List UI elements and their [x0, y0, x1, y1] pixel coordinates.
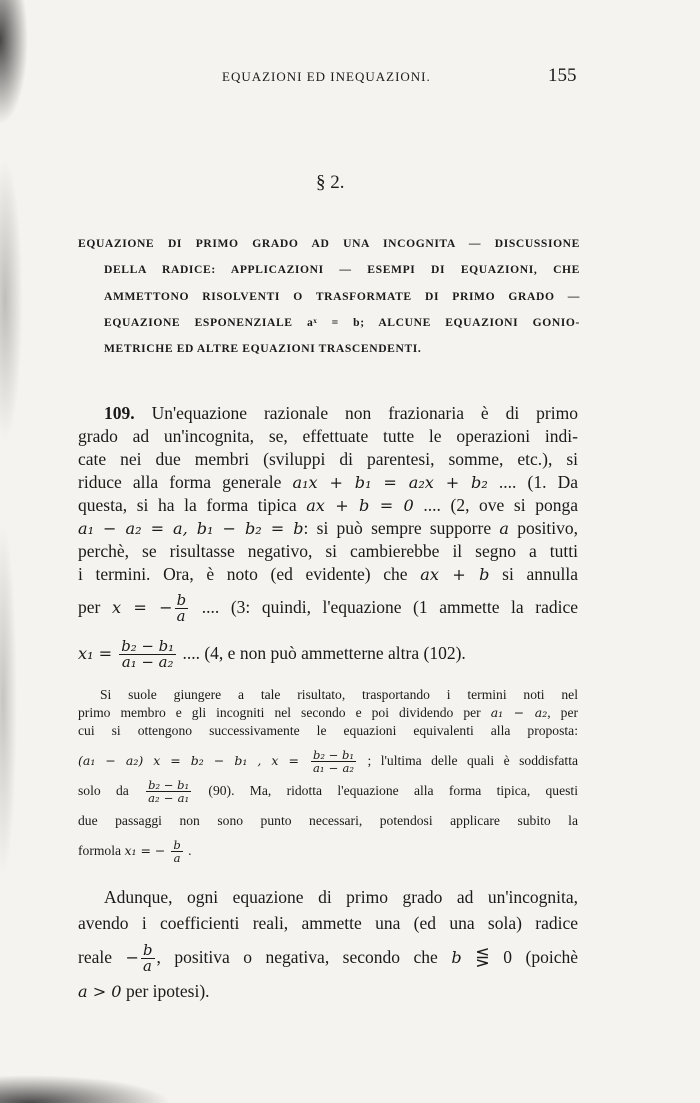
- text-run: avendo i coefficienti reali, ammette una (ed una sola) radice: [78, 913, 578, 933]
- scan-edge-shadow: [0, 0, 70, 1103]
- text-run: , positiva o negativa, secondo che: [156, 947, 452, 967]
- fraction-denominator: a: [141, 958, 155, 975]
- fraction: [311, 749, 356, 774]
- math-expression: a: [499, 519, 509, 538]
- fraction-denominator: a₁ − a₂: [119, 654, 176, 671]
- page-number: 155: [548, 65, 577, 86]
- text-run: riduce alla forma generale: [78, 472, 293, 492]
- heading-line: DELLA RADICE: APPLICAZIONI — ESEMPI DI EQUAZIONI, CHE: [104, 263, 580, 276]
- section-number: § 2.: [316, 172, 345, 193]
- heading-line: AMMETTONO RISOLVENTI O TRASFORMATE DI PRIMO GRADO —: [104, 290, 580, 303]
- text-run: formola: [78, 843, 125, 858]
- math-expression: ax + b = 0: [306, 496, 414, 515]
- text-line: [104, 886, 578, 908]
- fraction-denominator: a: [171, 851, 182, 864]
- math-expression: x = −: [111, 598, 173, 617]
- math-expression: a > 0: [78, 982, 122, 1001]
- text-run: , per: [547, 705, 578, 720]
- heading-line: EQUAZIONE ESPONENZIALE aˣ = b; ALCUNE EQUAZIONI GONIO-: [104, 316, 580, 329]
- fraction-numerator: b₂ − b₁: [312, 748, 355, 763]
- text-run: .... (1. Da: [487, 472, 579, 492]
- text-run: primo membro e gli incogniti nel secondo e poi dividendo per: [78, 705, 491, 720]
- text-run: .: [184, 843, 192, 858]
- heading-line: METRICHE ED ALTRE EQUAZIONI TRASCENDENTI.: [104, 342, 422, 355]
- text-run: cate nei due membri (sviluppi di parentesi, somme, etc.), si: [78, 449, 578, 469]
- math-expression: a₁ − a₂: [490, 705, 548, 720]
- text-run: cui si ottengono successivamente le equazioni equivalenti alla proposta:: [78, 723, 578, 738]
- text-line: [78, 912, 578, 934]
- text-run: positivo,: [508, 518, 578, 538]
- heading-line: EQUAZIONE DI PRIMO GRADO AD UNA INCOGNITA — DISCUSSIONE: [78, 237, 580, 250]
- text-run: solo da: [78, 783, 145, 798]
- text-run: per: [78, 597, 112, 617]
- text-run: : si può sempre supporre: [303, 518, 500, 538]
- math-expression: ax + b: [420, 565, 490, 584]
- text-line: [78, 720, 578, 742]
- text-line: [78, 636, 578, 672]
- text-line: [104, 402, 578, 424]
- text-run: .... (3: quindi, l'equazione (1 ammette la radice: [190, 597, 578, 617]
- math-expression: (a₁ − a₂) x = b₂ − b₁ , x =: [78, 753, 309, 768]
- text-run: questa, si ha la forma tipica: [78, 495, 307, 515]
- text-line: [78, 980, 578, 1002]
- fraction-numerator: b: [176, 590, 187, 609]
- running-title: EQUAZIONI ED INEQUAZIONI.: [222, 69, 431, 84]
- text-run: due passaggi non sono punto necessari, potendosi applicare subito la: [78, 813, 578, 828]
- fraction-numerator: b₂ − b₁: [121, 636, 175, 655]
- text-line: [78, 810, 578, 832]
- text-run: .... (4, e non può ammetterne altra (102).: [178, 643, 466, 663]
- text-line: [78, 471, 578, 493]
- text-line: [78, 563, 578, 585]
- fraction-numerator: b₂ − b₁: [148, 778, 190, 793]
- text-run: Un'equazione razionale non frazionaria è di primo: [134, 403, 578, 423]
- text-line: [78, 778, 578, 806]
- text-line: [78, 838, 578, 866]
- text-run: per ipotesi).: [121, 981, 210, 1001]
- text-run: Adunque, ogni equazione di primo grado ad un'incognita,: [104, 887, 578, 907]
- fraction: [175, 590, 189, 626]
- fraction-numerator: b: [173, 838, 181, 853]
- fraction: [141, 940, 155, 976]
- text-line: [78, 517, 578, 539]
- text-run: ⋚ 0 (poichè: [461, 947, 578, 967]
- fraction: [119, 636, 176, 672]
- text-line: [78, 748, 579, 776]
- math-expression: a₁ − a₂ = a, b₁ − b₂ = b: [78, 519, 304, 538]
- math-expression: x₁ =: [78, 644, 118, 663]
- text-run: i termini. Ora, è noto (ed evidente) che: [78, 564, 421, 584]
- math-expression: −: [125, 948, 139, 967]
- text-run: .... (2, ove si ponga: [413, 495, 578, 515]
- paragraph-number: 109.: [104, 403, 135, 423]
- fraction: [146, 779, 191, 804]
- math-expression: x₁ = −: [124, 843, 170, 858]
- text-line: [78, 425, 578, 447]
- fraction-denominator: a: [175, 608, 189, 625]
- text-line: [78, 494, 578, 516]
- text-line: [78, 448, 578, 470]
- text-run: grado ad un'incognita, se, effettuate tutte le operazioni indi-: [78, 426, 578, 446]
- text-line: [78, 540, 578, 562]
- text-run: (90). Ma, ridotta l'equazione alla forma tipica, questi: [193, 783, 578, 798]
- text-run: ; l'ultima delle quali è soddisfatta: [358, 753, 579, 768]
- text-run: Si suole giungere a tale risultato, trasportando i termini noti nel: [100, 687, 578, 702]
- text-line: [78, 940, 578, 976]
- fraction: [171, 839, 182, 864]
- text-run: reale: [78, 947, 126, 967]
- fraction-numerator: b: [143, 940, 153, 959]
- text-run: perchè, se risultasse negativo, si cambierebbe il segno a tutti: [78, 541, 578, 561]
- math-expression: b: [451, 948, 462, 967]
- scan-corner-shadow: [0, 1043, 260, 1103]
- fraction-denominator: a₁ − a₂: [312, 761, 355, 776]
- text-line: [78, 590, 578, 626]
- fraction-denominator: a₂ − a₁: [148, 791, 190, 806]
- text-run: si annulla: [489, 564, 578, 584]
- math-expression: a₁x + b₁ = a₂x + b₂: [292, 473, 488, 492]
